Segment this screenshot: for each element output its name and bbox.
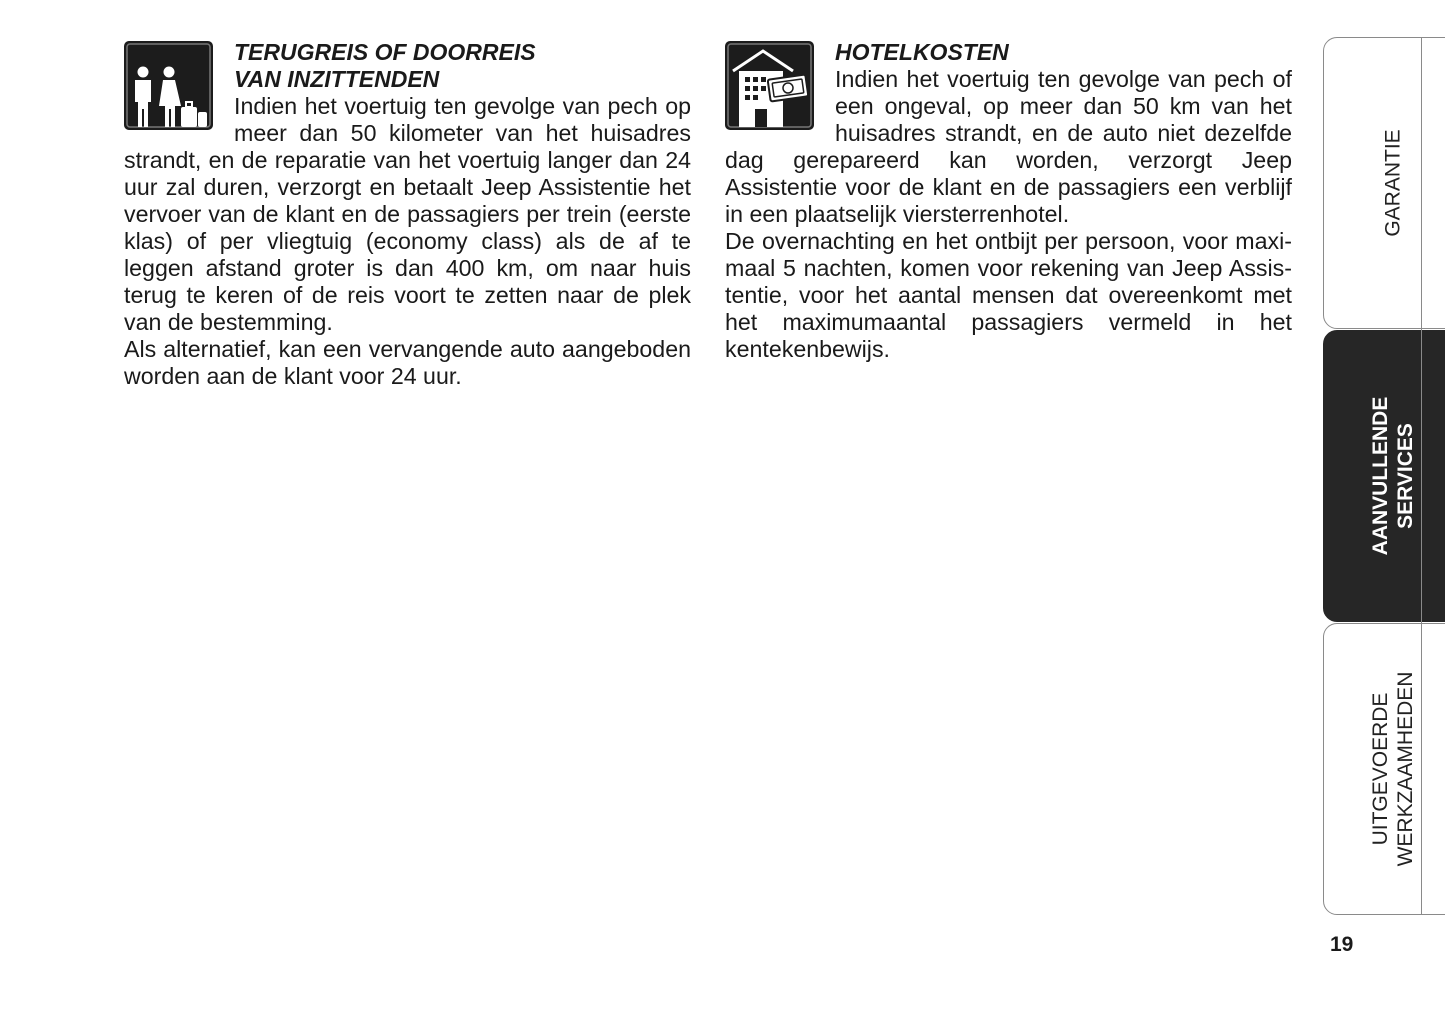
paragraph: Indien het voertuig ten gevolge van pech op meer dan 50 kilometer van het huisadres strandt, en de reparatie van het voertuig langer dan 24 uur zal duren, verzorgt en betaalt Jeep Assistentie het vervoer van de klant en de passagiers per trein (eerste klas) of per vliegtuig (economy class) als de af te leggen afstand groter is dan 400 km, om naar huis terug te keren of de reis voort te zetten naar de plek van de bestemming.: [124, 93, 691, 335]
tab-label: WERKZAAMHEDEN: [1394, 671, 1417, 867]
section-heading: HOTELKOSTEN: [835, 39, 1009, 65]
tab-label: UITGEVOERDE: [1369, 692, 1392, 846]
page-number: 19: [1330, 933, 1354, 956]
section-hotel-costs: [725, 38, 1292, 363]
section-body: [124, 93, 691, 390]
paragraph: Indien het voertuig ten gevolge van pech of een ongeval, op meer dan 50 km van het huisadres strandt, en de auto niet dezelfde dag gerepareerd kan worden, verzorgt Jeep Assistentie voor de klant en de passagiers een verblijf in een plaatselijk viersterrenhotel.: [725, 66, 1292, 227]
tab-label: AANVULLENDE: [1369, 396, 1392, 556]
paragraph: De overnachting en het ontbijt per persoon, voor maximaal 5 nachten, komen voor rekening van Jeep Assistentie, voor het aantal mensen dat overeenkomt met het maximumaantal passagiers vermeld in het kentekenbewijs.: [725, 228, 1292, 362]
tab-garantie[interactable]: [1323, 37, 1445, 329]
section-return-trip: [124, 38, 691, 390]
heading-line-2: VAN INZITTENDEN: [234, 66, 440, 92]
heading-line-1: TERUGREIS OF DOORREIS: [234, 39, 536, 65]
tab-aanvullende-services[interactable]: [1323, 330, 1445, 622]
tab-label: GARANTIE: [1381, 129, 1405, 237]
tab-label: SERVICES: [1394, 423, 1417, 529]
tab-uitgevoerde-werkzaamheden[interactable]: [1323, 623, 1445, 915]
paragraph: Als alternatief, kan een vervangende auto aangeboden worden aan de klant voor 24 uur.: [124, 336, 691, 389]
passengers-luggage-icon: [124, 41, 213, 130]
tab-divider: [1421, 37, 1422, 915]
hotel-money-icon: [725, 41, 814, 130]
